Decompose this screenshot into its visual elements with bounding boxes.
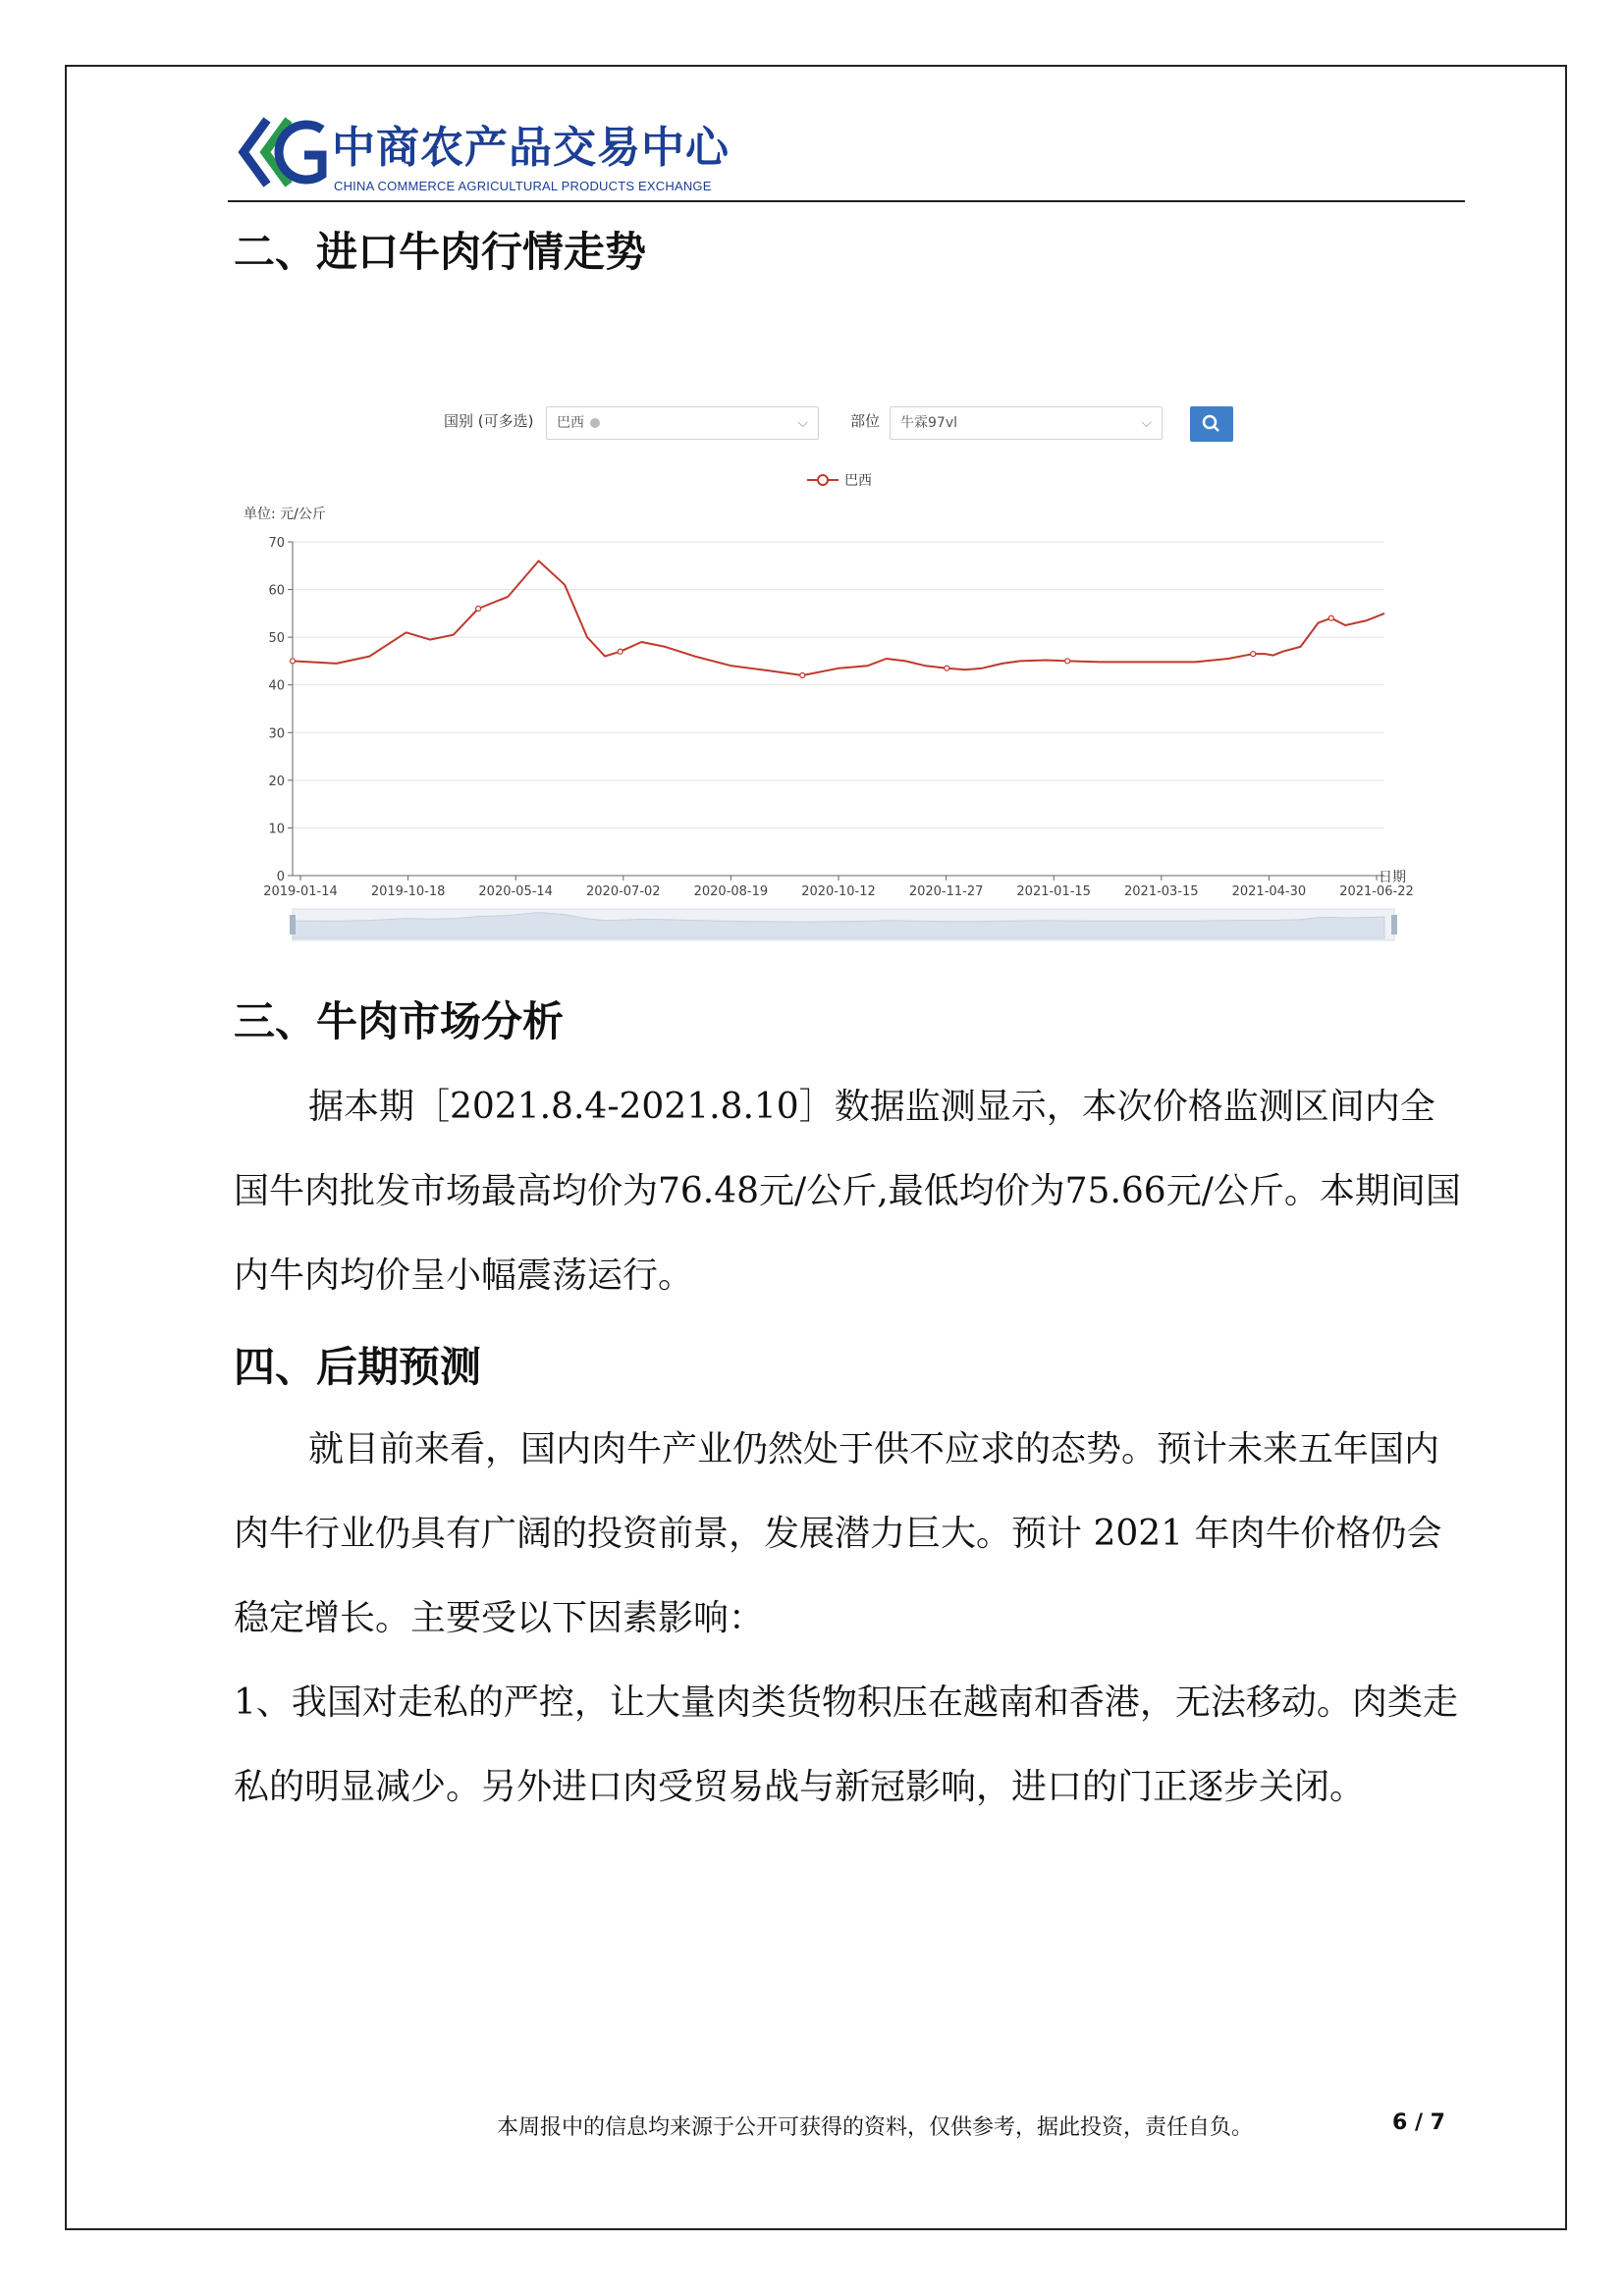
data-point bbox=[476, 607, 481, 612]
part-select[interactable] bbox=[890, 406, 1163, 440]
section-heading-forecast: 四、后期预测 bbox=[234, 1343, 482, 1391]
remove-tag-icon[interactable] bbox=[590, 418, 600, 428]
legend-label: 巴西 bbox=[844, 473, 872, 489]
part-select-value: 牛霖97vl bbox=[900, 415, 957, 431]
search-icon bbox=[1190, 406, 1233, 442]
y-tick-label: 70 bbox=[268, 536, 285, 551]
x-tick-label: 2021-01-15 bbox=[1016, 884, 1091, 899]
x-tick-label: 2020-05-14 bbox=[478, 884, 553, 899]
country-select-value: 巴西 bbox=[557, 415, 584, 431]
unit-label: 单位: 元/公斤 bbox=[244, 507, 326, 522]
footer-disclaimer: 本周报中的信息均来源于公开可获得的资料，仅供参考，据此投资，责任自负。 bbox=[497, 2115, 1254, 2140]
legend-marker bbox=[818, 475, 828, 485]
x-axis bbox=[263, 876, 1414, 899]
country-select[interactable] bbox=[546, 406, 819, 440]
data-zoom-slider[interactable] bbox=[290, 909, 1397, 940]
x-tick-label: 2020-10-12 bbox=[801, 884, 876, 899]
zoom-handle-right[interactable] bbox=[1391, 915, 1397, 934]
x-tick-label: 2021-03-15 bbox=[1124, 884, 1199, 899]
data-point bbox=[291, 659, 296, 664]
x-tick-label: 2021-04-30 bbox=[1231, 884, 1307, 899]
page-header bbox=[228, 110, 1465, 200]
x-tick-label: 2020-07-02 bbox=[586, 884, 661, 899]
zoom-handle-left[interactable] bbox=[290, 915, 296, 934]
x-tick-label: 2020-08-19 bbox=[693, 884, 769, 899]
market-analysis-paragraph: 据本期［2021.8.4-2021.8.10］数据监测显示，本次价格监测区间内全国牛肉批发市场最高均价为76.48元/公斤,最低均价为75.66元/公斤。本期间国内牛肉均价呈小幅震荡运行。 bbox=[234, 1087, 1461, 1296]
x-tick-label: 2019-10-18 bbox=[370, 884, 446, 899]
y-tick-label: 60 bbox=[268, 583, 285, 599]
page-number: 6 / 7 bbox=[1392, 2110, 1445, 2135]
part-filter-label: 部位 bbox=[850, 412, 881, 430]
x-axis-title: 日期 bbox=[1379, 870, 1406, 885]
series-line-brazil bbox=[291, 561, 1385, 677]
company-name-cn: 中商农产品交易中心 bbox=[332, 123, 730, 173]
company-name-en: CHINA COMMERCE AGRICULTURAL PRODUCTS EXCHANGE bbox=[334, 179, 712, 193]
company-logo-icon bbox=[238, 116, 328, 188]
chart-legend[interactable] bbox=[807, 473, 872, 489]
y-tick-label: 10 bbox=[268, 822, 285, 837]
forecast-paragraph: 就目前来看，国内肉牛产业仍然处于供不应求的态势。预计未来五年国内肉牛行业仍具有广阔的投资前景，发展潜力巨大。预计 2021 年肉牛价格仍会稳定增长。主要受以下因素影响： bbox=[234, 1429, 1442, 1638]
x-tick-label: 2021-06-22 bbox=[1339, 884, 1414, 899]
series-line bbox=[293, 561, 1384, 675]
data-point bbox=[1251, 652, 1256, 657]
data-point bbox=[1328, 615, 1333, 620]
y-tick-label: 20 bbox=[268, 774, 285, 789]
y-tick-label: 50 bbox=[268, 631, 285, 647]
y-tick-label: 30 bbox=[268, 726, 285, 742]
y-tick-label: 0 bbox=[276, 870, 285, 884]
data-point bbox=[800, 673, 805, 678]
price-line-chart bbox=[236, 461, 1414, 952]
chevron-down-icon: ⌵ bbox=[1141, 415, 1152, 431]
chevron-down-icon: ⌵ bbox=[797, 415, 808, 431]
x-tick-label: 2020-11-27 bbox=[908, 884, 984, 899]
section-heading-market-analysis: 三、牛肉市场分析 bbox=[234, 997, 565, 1045]
y-tick-label: 40 bbox=[268, 678, 285, 694]
search-button[interactable] bbox=[1190, 406, 1233, 442]
country-filter-label: 国别 (可多选) bbox=[444, 412, 534, 430]
data-point bbox=[1065, 659, 1070, 664]
y-axis bbox=[268, 536, 293, 884]
data-point bbox=[618, 649, 623, 654]
section-heading-import-beef: 二、进口牛肉行情走势 bbox=[234, 228, 647, 276]
data-point bbox=[945, 666, 949, 670]
header-divider bbox=[228, 200, 1465, 202]
forecast-factor-1: 1、我国对走私的严控，让大量肉类货物积压在越南和香港，无法移动。肉类走私的明显减少。另外进口肉受贸易战与新冠影响，进口的门正逐步关闭。 bbox=[234, 1682, 1458, 1807]
x-tick-label: 2019-01-14 bbox=[263, 884, 338, 899]
chart-grid bbox=[293, 542, 1384, 828]
